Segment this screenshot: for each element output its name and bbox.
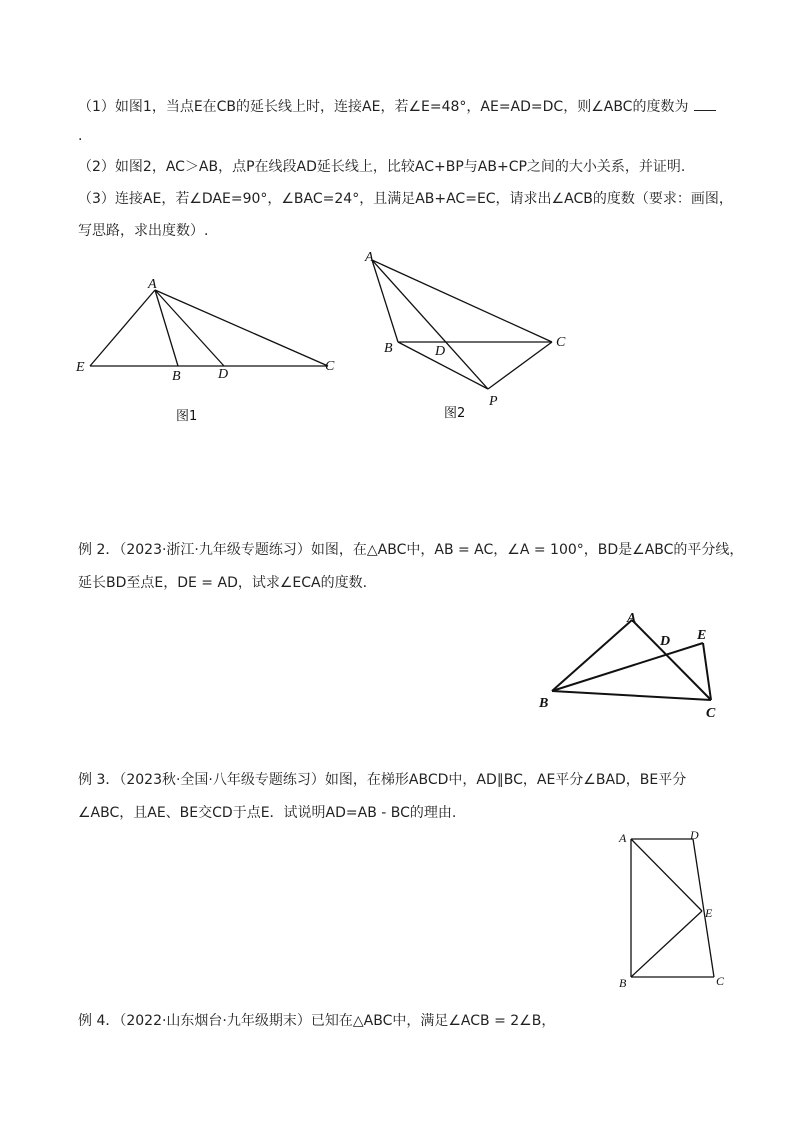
- example-3-line-2: ∠ABC，且AE、BE交CD于点E．试说明AD=AB - BC的理由.: [78, 805, 457, 821]
- fig2-label-a: A: [365, 250, 374, 265]
- fig2-label-d: D: [435, 344, 446, 359]
- example-2-line-1: 例 2．（2023·浙江·九年级专题练习）如图，在△ABC中，AB = AC，∠A = 100°，BD是∠ABC的平分线，: [78, 542, 744, 558]
- question-1-line: [78, 96, 716, 117]
- fig2-caption: 图2: [444, 406, 466, 421]
- fig4-label-e: E: [705, 906, 713, 920]
- figure-1: [60, 270, 350, 430]
- fig3-label-e: E: [697, 628, 707, 643]
- question-3-line-1: （3）连接AE，若∠DAE=90°，∠BAC=24°，且满足AB+AC=EC，请求出∠ACB的度数（要求：画图，: [78, 191, 733, 207]
- fig3-label-d: D: [660, 634, 671, 649]
- fig2-label-b: B: [384, 341, 393, 356]
- fig3-label-c: C: [706, 706, 716, 721]
- fig4-label-d: D: [690, 828, 699, 842]
- question-1-tail: .: [78, 128, 83, 144]
- question-1-text: （1）如图1，当点E在CB的延长线上时，连接AE，若∠E=48°，AE=AD=DC，则∠ABC的度数为: [78, 99, 689, 115]
- example-2-line-2: 延长BD至点E，DE = AD，试求∠ECA的度数.: [78, 575, 368, 591]
- fig4-label-b: B: [619, 976, 627, 990]
- fig3-label-b: B: [539, 696, 549, 711]
- fig1-label-c: C: [325, 359, 335, 374]
- answer-blank: [694, 96, 716, 111]
- question-2-text: （2）如图2，AC＞AB，点P在线段AD延长线上，比较AC+BP与AB+CP之间的大小关系，并证明.: [78, 159, 686, 175]
- fig4-label-c: C: [716, 974, 725, 988]
- fig1-label-a: A: [148, 277, 157, 292]
- example-4-line-1: 例 4．（2022·山东烟台·九年级期末）已知在△ABC中，满足∠ACB = 2∠B，: [78, 1013, 556, 1029]
- fig1-label-b: B: [172, 369, 181, 384]
- fig2-label-c: C: [556, 335, 566, 350]
- fig1-caption: 图1: [176, 409, 198, 424]
- example-3-line-1: 例 3．（2023秋·全国·八年级专题练习）如图，在梯形ABCD中，AD∥BC，AE平分∠BAD，BE平分: [78, 772, 687, 788]
- fig1-label-e: E: [76, 360, 85, 375]
- fig1-label-d: D: [218, 367, 229, 382]
- figure-4: [610, 825, 735, 995]
- figure-2: [355, 245, 585, 430]
- fig3-label-a: A: [627, 611, 637, 626]
- figure-3: [530, 605, 730, 730]
- fig4-label-a: A: [619, 831, 627, 845]
- fig2-label-p: P: [489, 394, 498, 409]
- question-3-line-2: 写思路，求出度数）.: [78, 223, 209, 239]
